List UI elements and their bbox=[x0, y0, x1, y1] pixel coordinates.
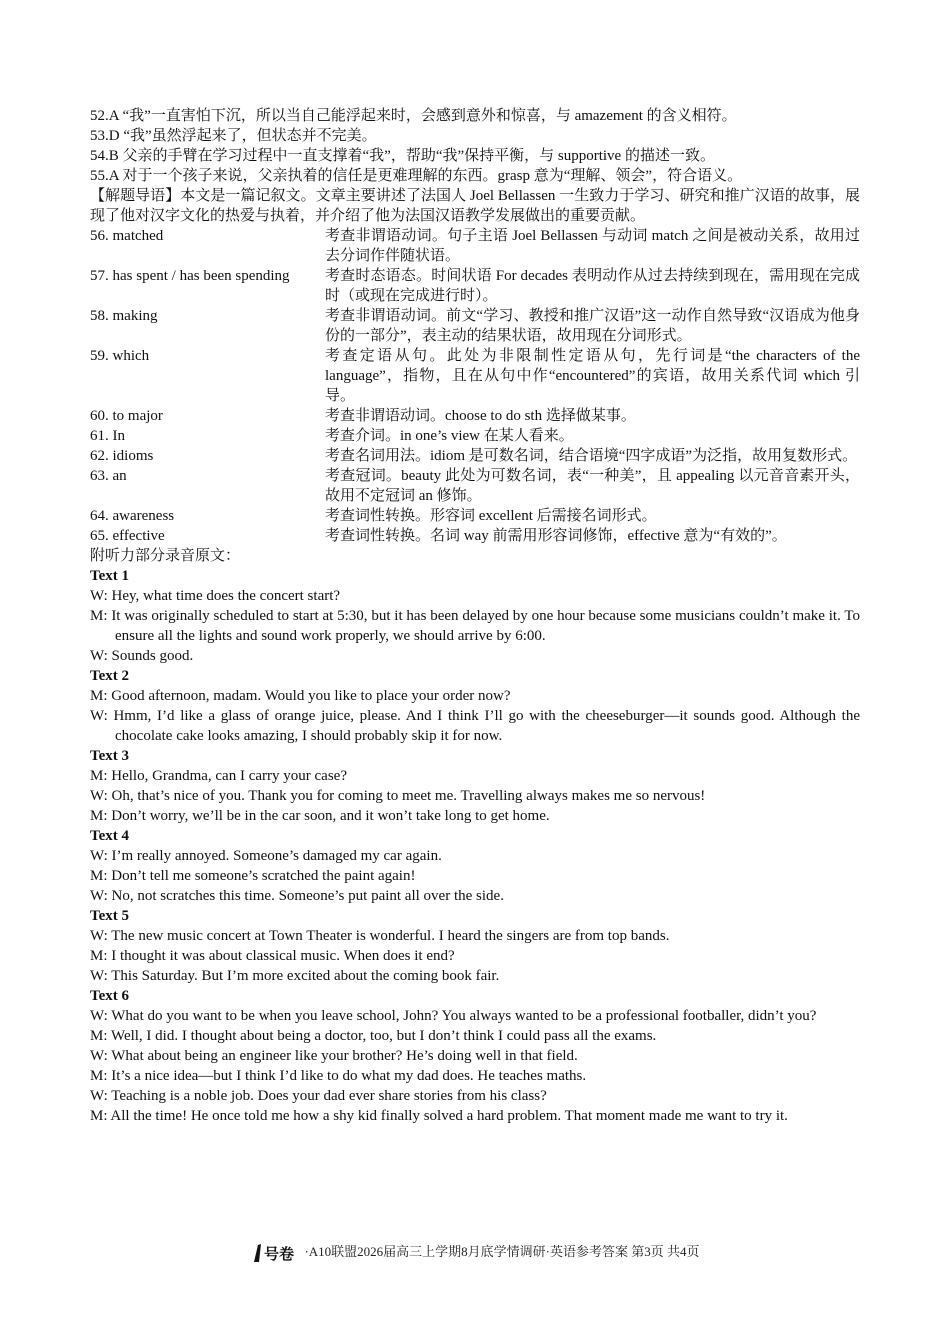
dialogue-line: W: No, not scratches this time. Someone’s put paint all over the side. bbox=[90, 888, 504, 904]
mc-answer-53: 53.D “我”虽然浮起来了，但状态并不完美。 bbox=[90, 128, 377, 144]
dialogue-line: W: What do you want to be when you leave school, John? You always wanted to be a professional footballer, didn’t you? bbox=[90, 1008, 817, 1024]
answer-key: 64. awareness bbox=[90, 508, 175, 524]
answer-key: 56. matched bbox=[90, 228, 164, 244]
fill-answer-61 bbox=[90, 426, 860, 446]
fill-answers bbox=[90, 226, 860, 546]
text-2-title: Text 2 bbox=[90, 668, 130, 684]
answer-page bbox=[90, 106, 860, 1126]
dialogue-line: M: It was originally scheduled to start at 5:30, but it has been delayed by one hour because some musicians couldn’t make it. To ensure all the lights and sound work properly, we should arrive by 6:00. bbox=[90, 608, 860, 644]
answer-key: 62. idioms bbox=[90, 448, 154, 464]
answer-key: 63. an bbox=[90, 468, 127, 484]
passage-guide: 【解题导语】本文是一篇记叙文。文章主要讲述了法国人 Joel Bellassen 一生致力于学习、研究和推广汉语的故事，展现了他对汉字文化的热爱与执着，并介绍了他为法国汉语教学发展做出的重要贡献。 bbox=[90, 188, 860, 224]
dialogue-line: M: It’s a nice idea—but I think I’d like to do what my dad does. He teaches maths. bbox=[90, 1068, 587, 1084]
answer-explanation: 考查时态语态。时间状语 For decades 表明动作从过去持续到现在，需用现在完成时（或现在完成进行时）。 bbox=[325, 268, 860, 304]
mc-answers bbox=[90, 106, 860, 186]
fill-answer-60 bbox=[90, 406, 860, 426]
answer-explanation: 考查名词用法。idiom 是可数名词，结合语境“四字成语”为泛指，故用复数形式。 bbox=[325, 448, 858, 464]
text-4-title: Text 4 bbox=[90, 828, 130, 844]
answer-key: 65. effective bbox=[90, 528, 165, 544]
dialogue-line: W: This Saturday. But I’m more excited about the coming book fair. bbox=[90, 968, 500, 984]
dialogue-line: M: I thought it was about classical music. When does it end? bbox=[90, 948, 455, 964]
answer-explanation: 考查非谓语动词。前文“学习、教授和推广汉语”这一动作自然导致“汉语成为他身份的一部分”，表主动的结果状语，故用现在分词形式。 bbox=[325, 308, 860, 344]
dialogue-line: M: Well, I did. I thought about being a doctor, too, but I don’t think I could pass all the exams. bbox=[90, 1028, 657, 1044]
dialogue-line: W: What about being an engineer like your brother? He’s doing well in that field. bbox=[90, 1048, 578, 1064]
answer-explanation: 考查词性转换。名词 way 前需用形容词修饰，effective 意为“有效的”。 bbox=[325, 528, 787, 544]
dialogue-line: W: The new music concert at Town Theater is wonderful. I heard the singers are from top bands. bbox=[90, 928, 670, 944]
brand-logo-icon bbox=[250, 1241, 302, 1265]
answer-explanation: 考查定语从句。此处为非限制性定语从句，先行词是“the characters of the language”，指物，且在从句中作“encountered”的宾语，故用关系代词 which 引导。 bbox=[325, 348, 860, 404]
dialogue-line: W: Oh, that’s nice of you. Thank you for coming to meet me. Travelling always makes me so nervous! bbox=[90, 788, 706, 804]
answer-explanation: 考查非谓语动词。句子主语 Joel Bellassen 与动词 match 之间是被动关系，故用过去分词作伴随状语。 bbox=[325, 228, 860, 264]
dialogue-line: W: Hey, what time does the concert start? bbox=[90, 588, 341, 604]
mc-answer-55: 55.A 对于一个孩子来说，父亲执着的信任是更难理解的东西。grasp 意为“理解、领会”，符合语义。 bbox=[90, 168, 743, 184]
answer-key: 61. In bbox=[90, 428, 125, 444]
answer-explanation: 考查词性转换。形容词 excellent 后需接名词形式。 bbox=[325, 508, 657, 524]
listening-transcript bbox=[90, 566, 860, 1126]
answer-key: 58. making bbox=[90, 308, 158, 324]
fill-answer-56 bbox=[90, 226, 860, 266]
page-footer bbox=[0, 1241, 950, 1265]
svg-text:号卷: 号卷 bbox=[264, 1245, 295, 1263]
text-3-title: Text 3 bbox=[90, 748, 130, 764]
fill-answer-59 bbox=[90, 346, 860, 406]
fill-answer-58 bbox=[90, 306, 860, 346]
fill-answer-62 bbox=[90, 446, 860, 466]
text-5-title: Text 5 bbox=[90, 908, 130, 924]
answer-explanation: 考查介词。in one’s view 在某人看来。 bbox=[325, 428, 574, 444]
dialogue-line: W: Teaching is a noble job. Does your dad ever share stories from his class? bbox=[90, 1088, 547, 1104]
fill-answer-64 bbox=[90, 506, 860, 526]
answer-key: 60. to major bbox=[90, 408, 163, 424]
dialogue-line: M: Don’t tell me someone’s scratched the paint again! bbox=[90, 868, 416, 884]
answer-explanation: 考查冠词。beauty 此处为可数名词，表“一种美”，且 appealing 以元音音素开头，故用不定冠词 an 修饰。 bbox=[325, 468, 860, 504]
answer-key: 57. has spent / has been spending bbox=[90, 268, 290, 284]
fill-answer-57 bbox=[90, 266, 860, 306]
mc-answer-54: 54.B 父亲的手臂在学习过程中一直支撑着“我”，帮助“我”保持平衡，与 supportive 的描述一致。 bbox=[90, 148, 715, 164]
text-1-title: Text 1 bbox=[90, 568, 130, 584]
dialogue-line: M: All the time! He once told me how a shy kid finally solved a hard problem. That moment made me want to try it. bbox=[90, 1108, 788, 1124]
transcript-title: 附听力部分录音原文： bbox=[90, 548, 241, 564]
dialogue-line: M: Hello, Grandma, can I carry your case? bbox=[90, 768, 347, 784]
dialogue-line: M: Good afternoon, madam. Would you like to place your order now? bbox=[90, 688, 511, 704]
dialogue-line: W: Sounds good. bbox=[90, 648, 194, 664]
answer-explanation: 考查非谓语动词。choose to do sth 选择做某事。 bbox=[325, 408, 636, 424]
dialogue-line: W: I’m really annoyed. Someone’s damaged my car again. bbox=[90, 848, 442, 864]
text-6-title: Text 6 bbox=[90, 988, 130, 1004]
dialogue-line: W: Hmm, I’d like a glass of orange juice, please. And I think I’ll go with the cheeseburger—it sounds good. Although the chocolate cake looks amazing, I should probably skip it for now. bbox=[90, 708, 860, 744]
answer-key: 59. which bbox=[90, 348, 150, 364]
dialogue-line: M: Don’t worry, we’ll be in the car soon, and it won’t take long to get home. bbox=[90, 808, 550, 824]
mc-answer-52: 52.A “我”一直害怕下沉，所以当自己能浮起来时，会感到意外和惊喜，与 amazement 的含义相符。 bbox=[90, 108, 737, 124]
fill-answer-65 bbox=[90, 526, 860, 546]
footer-text: ·A10联盟2026届高三上学期8月底学情调研·英语参考答案 第3页 共4页 bbox=[304, 1243, 700, 1259]
fill-answer-63 bbox=[90, 466, 860, 506]
